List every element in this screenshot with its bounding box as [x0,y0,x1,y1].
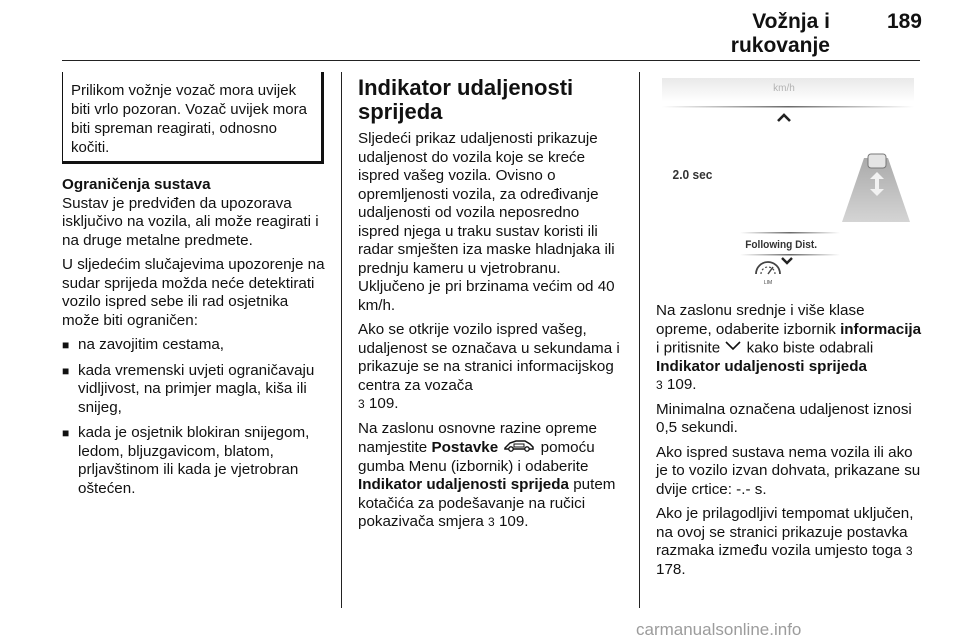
column-2 [358,76,624,538]
column-1 [62,176,326,505]
limits-heading: Ograničenja sustava [62,176,211,193]
bullet-icon: ■ [62,426,70,440]
page-ref-arrow-icon: 3 [358,397,365,411]
paragraph-7: Ako je prilagodljivi tempomat uključen, na ovoj se stranici prikazuje postavka razmaka između vozila umjesto toga 3 178. [656,505,914,578]
page-ref-arrow-icon: 3 [488,515,495,529]
limitations-list [62,336,326,498]
list-item: ■ kada je osjetnik blokiran snijegom, ledom, bljuzgavicom, blatom, prljavštinom ili kada je vjetrobran oštećen. [62,424,310,497]
header-divider [62,60,920,61]
column-3 [656,302,922,585]
limits-text: Sustav je predviđen da upozorava isključivo na vozila, ali može reagirati i na druge metalne predmete. [62,194,319,249]
display-illustration [656,76,920,288]
watermark: carmanualsonline.info [636,620,802,639]
svg-text:LIM: LIM [763,280,773,286]
page-ref: 109. [498,513,529,530]
warning-box [62,72,324,164]
intro-paragraph: U sljedećim slučajevima upozorenje na sudar sprijeda možda neće detektirati vozilo ispred sebe ili rad osjetnika može biti ograničen: [62,256,325,329]
page-header-title: Vožnja i rukovanje [730,10,830,57]
paragraph-1: Sljedeći prikaz udaljenosti prikazuje udaljenost do vozila koje se kreće ispred vašeg vozila. Ovisno o opremljenosti vozila, za određivanje udaljenosti od vozila neposredno ispred njega u traku sustav koristi ili radar smješten iza maske hladnjaka ili prednju kameru u vjetrobranu. Uključeno je pri brzinama većim od 40 km/h. [358,130,615,314]
paragraph-5: Minimalna označena udaljenost iznosi 0,5 sekundi. [656,400,912,437]
paragraph-3: Na zaslonu osnovne razine opreme namjestite Postavke pomoću gumba Menu (izbornik) i odaberite Indikator udaljenosti sprijeda putem kotačića za podešavanje na ručici pokazivača smjera 3 109. [358,419,616,530]
menu-informacija: informacija [840,320,922,338]
following-distance-label: Following Dist. [745,238,818,252]
top-separator [662,106,914,108]
page-ref-arrow-icon: 3 [905,544,913,559]
column-divider-2 [639,72,640,608]
limits-paragraph [62,176,326,250]
paragraph-4: Na zaslonu srednje i više klase opreme, odaberite izbornik informacija i pritisnite kako biste odabrali Indikator udaljenosti sprijeda 3 109. [656,302,922,394]
car-settings-icon [502,438,536,458]
page-ref-arrow-icon: 3 [656,378,663,393]
bullet-icon: ■ [62,363,70,378]
page-ref: 178. [656,560,686,578]
menu-indikator: Indikator udaljenosti sprijeda [656,357,867,375]
page-ref: 109. [368,395,399,412]
bullet-icon: ■ [62,338,70,352]
paragraph-6: Ako ispred sustava nema vozila ili ako je to vozilo izvan dohvata, prikazane su dvije crtice: -.- s. [656,443,921,498]
list-item: ■ kada vremenski uvjeti ograničavaju vidljivost, na primjer magla, kiša ili snijeg, [62,361,315,416]
time-gap-value: 2.0 sec [672,167,713,183]
section-heading: Indikator udaljenosti sprijeda [358,75,574,124]
warning-text: Prilikom vožnje vozač mora uvijek biti vrlo pozoran. Vozač uvijek mora biti spreman reagirati, odnosno kočiti. [71,82,307,156]
chevron-down-icon [724,339,742,358]
paragraph-2: Ako se otkrije vozilo ispred vašeg, udaljenost se označava u sekundama i prikazuje se na stranici informacijskog centra za vozača 3 109. [358,321,620,412]
page-number: 189 [886,10,922,33]
menu-indikator: Indikator udaljenosti sprijeda [358,476,569,493]
page-ref: 109. [666,376,697,394]
display-svg [656,76,920,288]
column-divider-1 [341,72,342,608]
list-item: ■ na zavojitim cestama, [62,336,225,353]
speed-unit-label: km/h [773,83,795,94]
menu-postavke: Postavke [431,438,499,456]
